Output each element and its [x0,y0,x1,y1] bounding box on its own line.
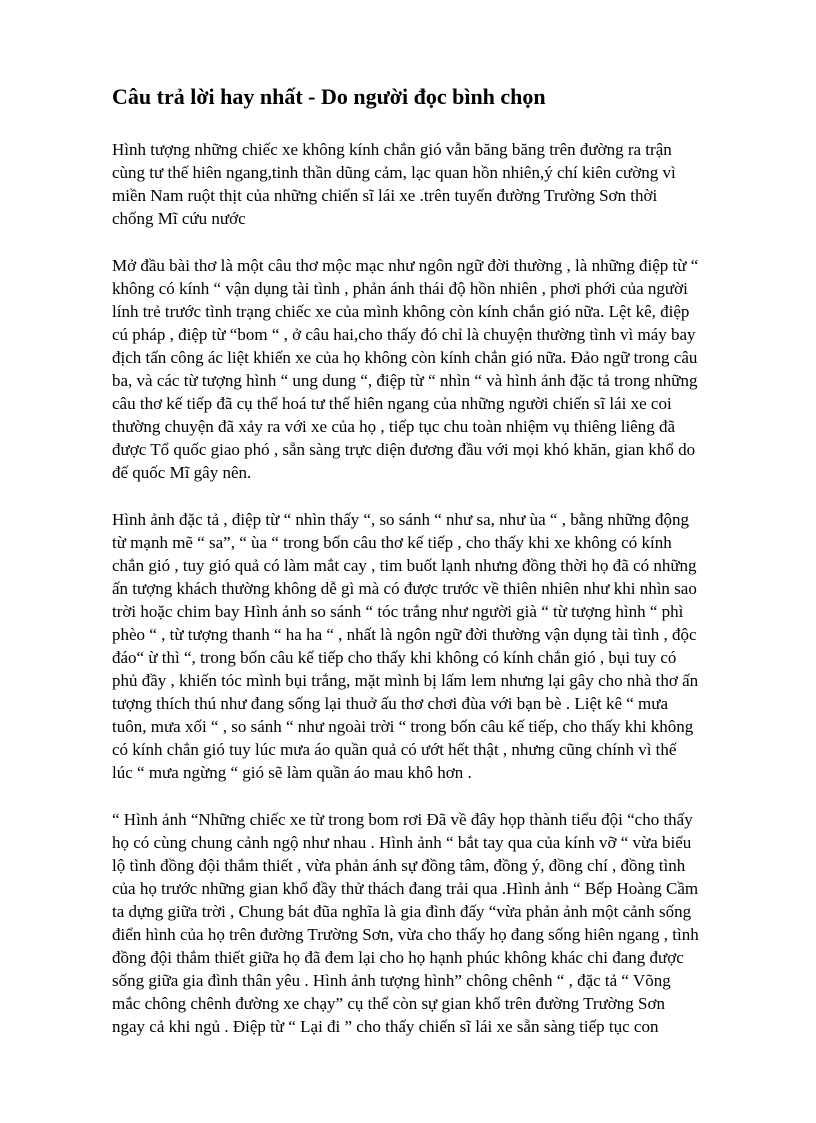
paragraph-line: phủ đầy , khiến tóc mình bụi trắng, mặt mình bị lấm lem nhưng lại gây cho nhà thơ ấn [112,671,699,690]
paragraph-line: ngay cả khi ngủ . Điệp từ “ Lại đi ” cho thấy chiến sĩ lái xe sẵn sàng tiếp tục con [112,1017,659,1036]
paragraph-line: ấn tượng khách thường không dễ gì mà có được trước về thiên nhiên như khi nhìn sao [112,579,697,598]
paragraph-line: lộ tình đồng đội thắm thiết , vừa phản ánh sự đồng tâm, đồng ý, đồng chí , đồng tình [112,856,686,875]
paragraph-line: đế quốc Mĩ gây nên. [112,463,252,482]
paragraph-line: Hình ảnh đặc tả , điệp từ “ nhìn thấy “, so sánh “ như sa, như ùa “ , bằng những động [112,510,689,529]
paragraph-3 [112,508,724,784]
paragraph-line: đồng đội thắm thiết giữa họ đã đem lại cho họ hạnh phúc không khác chi đang được [112,948,684,967]
paragraph-line: sống giữa gia đình thân yêu . Hình ảnh tượng hình” chông chênh “ , đặc tả “ Võng [112,971,671,990]
page-title: Câu trả lời hay nhất - Do người đọc bình chọn [112,84,546,109]
paragraph-line: lính trẻ trước tình trạng chiếc xe của mình không còn kính chắn gió nữa. Lệt kê, điệp [112,302,690,321]
paragraph-line: họ có cùng chung cảnh ngộ như nhau . Hình ảnh “ bắt tay qua của kính vỡ “ vừa biểu [112,833,692,852]
paragraph-line: đáo“ ừ thì “, trong bốn câu kế tiếp cho thấy khi không có kính chắn gió , bụi tuy có [112,648,677,667]
paragraph-line: miền Nam ruột thịt của những chiến sĩ lái xe .trên tuyến đường Trường Sơn thời [112,186,658,205]
paragraph-line: tượng thích thú như đang sống lại thuở ấu thơ chơi đùa với bạn bè . Liệt kê “ mưa [112,694,669,713]
paragraph-4 [112,808,724,1038]
paragraph-line: thường chuyện đã xảy ra với xe của họ , tiếp tục chu toàn nhiệm vụ thiêng liêng đã [112,417,676,436]
paragraph-line: từ mạnh mẽ “ sa”, “ ùa “ trong bốn câu thơ kế tiếp , cho thấy khi xe không có kính [112,533,672,552]
paragraph-line: phèo “ , từ tượng thanh “ ha ha “ , nhất là ngôn ngữ đời thường vận dụng tài tình , độc [112,625,697,644]
paragraph-line: chắn gió , tuy gió quả có làm mắt cay , tim buốt lạnh nhưng đồng thời họ đã có những [112,556,697,575]
paragraph-1 [112,138,724,230]
paragraph-line: chống Mĩ cứu nước [112,209,246,228]
paragraph-line: ba, và các từ tượng hình “ ung dung “, điệp từ “ nhìn “ và hình ảnh đặc tả trong những [112,371,698,390]
paragraph-line: tuôn, mưa xối “ , so sánh “ như ngoài trời “ trong bốn câu kế tiếp, cho thấy khi không [112,717,694,736]
paragraph-line: có kính chắn gió tuy lúc mưa áo quần quả có ướt hết thật , nhưng cũng chính vì thế [112,740,677,759]
paragraph-line: cùng tư thế hiên ngang,tinh thần dũng cảm, lạc quan hồn nhiên,ý chí kiên cường vì [112,163,676,182]
paragraph-line: trời hoặc chim bay Hình ảnh so sánh “ tóc trắng như người già “ từ tượng hình “ phì [112,602,684,621]
paragraph-line: điển hình của họ trên đường Trường Sơn, vừa cho thấy họ đang sống hiên ngang , tình [112,925,699,944]
paragraph-line: cú pháp , điệp từ “bom “ , ở câu hai,cho thấy đó chỉ là chuyện thường tình vì máy bay [112,325,696,344]
paragraph-line: lúc “ mưa ngừng “ gió sẽ làm quần áo mau khô hơn . [112,763,472,782]
paragraph-line: được Tổ quốc giao phó , sẵn sàng trực diện đương đầu với mọi khó khăn, gian khổ do [112,440,696,459]
paragraph-line: của họ trước những gian khổ đầy thử thách đang trải qua .Hình ảnh “ Bếp Hoàng Cầm [112,879,699,898]
paragraph-line: “ Hình ảnh “Những chiếc xe từ trong bom rơi Đã về đây họp thành tiểu đội “cho thấy [112,810,693,829]
paragraph-line: địch tấn công ác liệt khiến xe của họ không còn kính chắn gió nữa. Đảo ngữ trong câu [112,348,698,367]
paragraph-line: ta dựng giữa trời , Chung bát đũa nghĩa là gia đình đấy “vừa phản ảnh một cảnh sống [112,902,692,921]
paragraph-line: Mở đầu bài thơ là một câu thơ mộc mạc như ngôn ngữ đời thường , là những điệp từ “ [112,256,699,275]
document-page [112,82,724,1062]
paragraph-line: không có kính “ vận dụng tài tình , phản ánh thái độ hồn nhiên , phơi phới của người [112,279,688,298]
paragraph-line: Hình tượng những chiếc xe không kính chắn gió vẫn băng băng trên đường ra trận [112,140,672,159]
paragraph-2 [112,254,724,484]
paragraph-line: mắc chông chênh đường xe chạy” cụ thể còn sự gian khổ trên đường Trường Sơn [112,994,665,1013]
paragraph-line: câu thơ kế tiếp đã cụ thể hoá tư thế hiên ngang của những người chiến sĩ lái xe coi [112,394,672,413]
